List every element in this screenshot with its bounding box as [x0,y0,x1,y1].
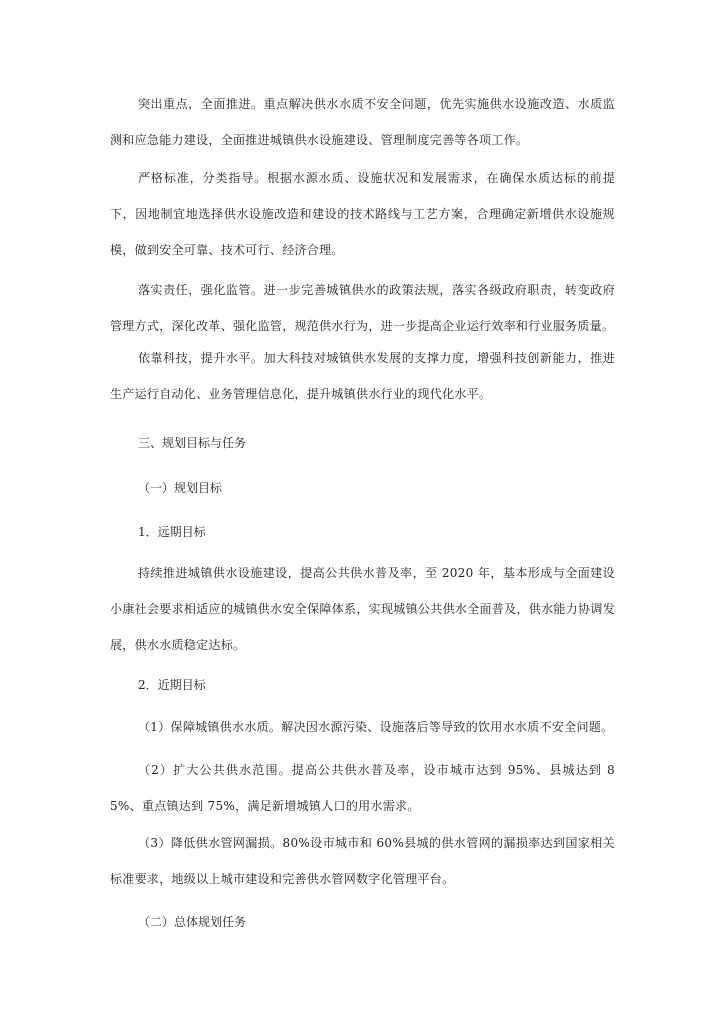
paragraph-long-term-goals: 持续推进城镇供水设施建设，提高公共供水普及率，至 2020 年，基本形成与全面建设小康社会要求相适应的城镇供水安全保障体系，实现城镇公共供水全面普及，供水能力协调发展，供水水质稳定达标。 [110,566,615,652]
subsection-one-heading: （一）规划目标 [138,481,223,495]
subsection-two-heading: （二）总体规划任务 [138,915,247,929]
near-term-item-leakage: （3）降低供水管网漏损。80%设市城市和 60%县城的供水管网的漏损率达到国家相关标准要求，地级以上城市建设和完善供水管网数字化管理平台。 [110,836,615,886]
paragraph-strict-standards: 严格标准，分类指导。根据水源水质、设施状况和发展需求，在确保水质达标的前提下，因地制宜地选择供水设施改造和建设的技术路线与工艺方案，合理确定新增供水设施规模，做到安全可靠、技术可行、经济合理。 [110,171,615,257]
near-term-item-service-coverage: （2）扩大公共供水范围。提高公共供水普及率，设市城市达到 95%、县城达到 85%、重点镇达到 75%，满足新增城镇人口的用水需求。 [110,763,615,813]
near-term-item-water-quality: （1）保障城镇供水水质。解决因水源污染、设施落后等导致的饮用水水质不安全问题。 [138,720,614,734]
near-term-heading: 2．近期目标 [138,678,206,692]
long-term-heading: 1．远期目标 [138,525,206,539]
paragraph-responsibility: 落实责任，强化监管。进一步完善城镇供水的政策法规，落实各级政府职责，转变政府管理方式，深化改革、强化监管，规范供水行为，进一步提高企业运行效率和行业服务质量。 [110,283,615,333]
paragraph-focus-priorities: 突出重点，全面推进。重点解决供水水质不安全问题，优先实施供水设施改造、水质监测和应急能力建设，全面推进城镇供水设施建设、管理制度完善等各项工作。 [110,97,615,147]
section-three-heading: 三、规划目标与任务 [138,436,247,450]
paragraph-technology: 依靠科技，提升水平。加大科技对城镇供水发展的支撑力度，增强科技创新能力，推进生产运行自动化、业务管理信息化，提升城镇供水行业的现代化水平。 [110,351,615,401]
